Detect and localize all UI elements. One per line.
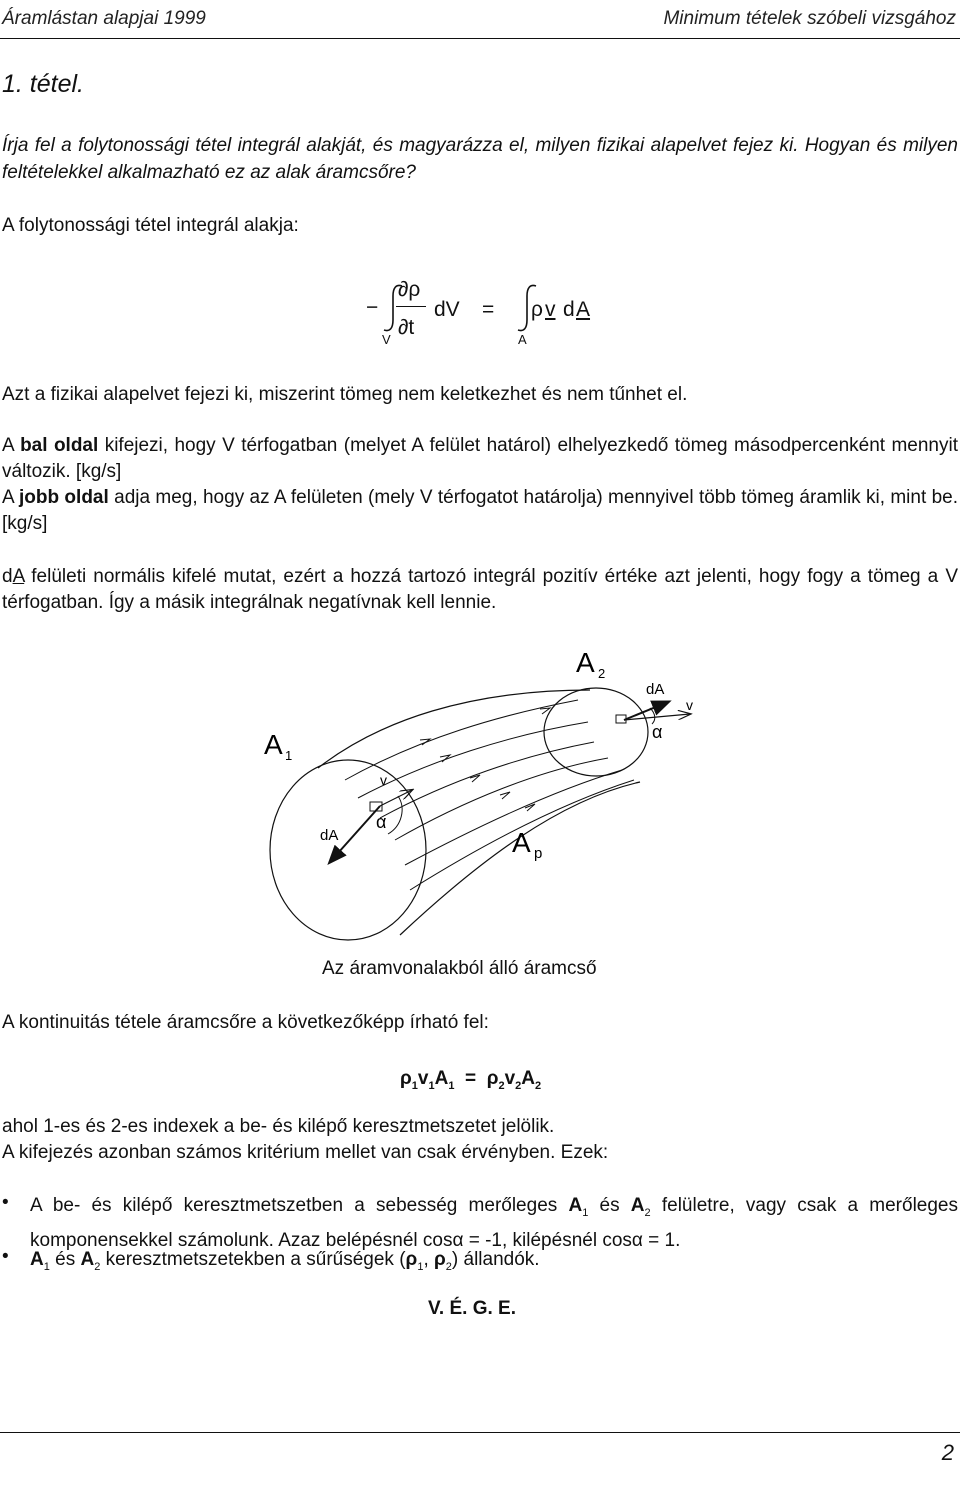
fraction-bar bbox=[396, 306, 426, 307]
b2-text-c: ) állandók. bbox=[451, 1249, 540, 1270]
b1-A1: A bbox=[568, 1195, 583, 1216]
bullet-item-2 bbox=[30, 1246, 958, 1281]
question: Írja fel a folytonossági tétel integrál alakját, és magyarázza el, milyen fizikai alapelvet fejez ki. Hogyan és milyen feltételekkel alkalmazható ez az alak áramcsőre? bbox=[2, 135, 958, 183]
tube-boundary-bottom bbox=[400, 782, 640, 935]
eq-sub-A: A bbox=[518, 332, 527, 347]
right-side-paragraph bbox=[2, 485, 958, 537]
alpha1-arc bbox=[388, 796, 402, 834]
principle-text: Azt a fizikai alapelvet fejezi ki, miszerint tömeg nem keletkezhet és nem tűnhet el. bbox=[2, 384, 688, 405]
eq-d-rho: ∂ρ bbox=[398, 278, 421, 301]
eq-rho: ρ bbox=[531, 298, 543, 321]
indices-text: ahol 1-es és 2-es indexek a be- és kilépő keresztmetszetet jelölik. bbox=[2, 1116, 555, 1137]
label-v2: v bbox=[686, 697, 693, 713]
continuity-equation bbox=[400, 1068, 541, 1092]
ce-sub1a: 1 bbox=[411, 1079, 418, 1092]
eq-dV: dV bbox=[434, 298, 460, 321]
left-side-bold: bal oldal bbox=[20, 435, 99, 456]
b2-text-b: keresztmetszetekben a sűrűségek ( bbox=[100, 1249, 406, 1270]
b1-es: és bbox=[588, 1195, 631, 1216]
ce-v2: v bbox=[504, 1068, 516, 1089]
label-dA2: dA bbox=[646, 681, 665, 698]
label-A2-sub: 2 bbox=[598, 666, 606, 681]
ce-A1: A bbox=[434, 1068, 449, 1089]
header-right: Minimum tételek szóbeli vizsgához bbox=[663, 8, 956, 29]
normal-note-d: d bbox=[2, 566, 13, 587]
stream-tube-diagram bbox=[0, 630, 960, 950]
label-A1-sub: 1 bbox=[285, 748, 293, 763]
b2-rho1: ρ bbox=[405, 1249, 418, 1270]
eq-sub-V: V bbox=[382, 332, 391, 347]
criteria-text: A kifejezés azonban számos kritérium mellet van csak érvényben. Ezek: bbox=[2, 1142, 609, 1163]
outlet-surface-ellipse bbox=[544, 688, 648, 776]
normal-note-A: A bbox=[12, 566, 25, 587]
eq-v: v bbox=[545, 298, 556, 321]
b1-sub1: 1 bbox=[582, 1206, 589, 1219]
end-mark: V. É. G. E. bbox=[428, 1298, 517, 1319]
eq-d: d bbox=[563, 298, 575, 321]
label-Ap: A bbox=[512, 827, 531, 858]
header-rule bbox=[0, 38, 960, 39]
dA2-vector bbox=[624, 702, 668, 720]
bullet-item-1 bbox=[30, 1192, 958, 1254]
normal-note-paragraph bbox=[2, 564, 958, 616]
ce-sub2b: 2 bbox=[515, 1079, 522, 1092]
label-A2: A bbox=[576, 647, 595, 678]
ce-rho1: ρ bbox=[400, 1068, 412, 1089]
b1-A2: A bbox=[630, 1195, 645, 1216]
ce-A2: A bbox=[521, 1068, 536, 1089]
label-alpha1: α bbox=[376, 812, 387, 832]
bullet-marker-1: • bbox=[2, 1192, 9, 1213]
ce-sub2a: 2 bbox=[498, 1079, 505, 1092]
right-side-pre: A bbox=[2, 487, 19, 508]
figure-caption: Az áramvonalakból álló áramcső bbox=[322, 958, 597, 979]
b2-sub1: 1 bbox=[43, 1260, 50, 1273]
b2-text-a: és bbox=[49, 1249, 81, 1270]
normal-note-text: felületi normális kifelé mutat, ezért a hozzá tartozó integrál pozitív értéke azt jelenti, hogy fogy a tömeg a V térfogatban. Így a másik integrálnak negatívnak kell lennie. bbox=[2, 566, 958, 613]
b2-sub2: 2 bbox=[94, 1260, 101, 1273]
eq-minus: − bbox=[366, 296, 379, 319]
streamline bbox=[395, 758, 608, 840]
label-A1: A bbox=[264, 729, 283, 760]
eq-A: A bbox=[576, 298, 591, 321]
bullet-marker-2: • bbox=[2, 1246, 9, 1267]
footer-rule bbox=[0, 1432, 960, 1433]
eq-d-t: ∂t bbox=[398, 316, 415, 339]
ce-sub2c: 2 bbox=[535, 1079, 542, 1092]
b2-A1: A bbox=[30, 1249, 44, 1270]
ce-sub1c: 1 bbox=[448, 1079, 455, 1092]
page-number: 2 bbox=[941, 1440, 954, 1465]
ce-v1: v bbox=[417, 1068, 429, 1089]
intro-text: A folytonossági tétel integrál alakja: bbox=[2, 215, 299, 236]
b2-comma: , bbox=[423, 1249, 434, 1270]
label-dA1: dA bbox=[320, 827, 339, 844]
label-v1: v bbox=[380, 772, 387, 788]
ce-rho2: ρ bbox=[486, 1068, 499, 1089]
eq-equals: = bbox=[482, 298, 495, 321]
ce-sub1b: 1 bbox=[428, 1079, 435, 1092]
b2-A2: A bbox=[80, 1249, 95, 1270]
streamline bbox=[358, 722, 588, 798]
b1-text-a: A be- és kilépő keresztmetszetben a sebesség merőleges bbox=[30, 1195, 569, 1216]
left-side-paragraph bbox=[2, 433, 958, 485]
right-side-text: adja meg, hogy az A felületen (mely V térfogatot határolja) mennyivel több tömeg áramlik ki, mint be. [kg/s] bbox=[2, 487, 959, 534]
b1-sub2: 2 bbox=[644, 1206, 651, 1219]
b2-sub1b: 1 bbox=[417, 1260, 424, 1273]
streamline bbox=[380, 742, 594, 818]
label-alpha2: α bbox=[652, 722, 663, 742]
b2-sub2b: 2 bbox=[445, 1260, 452, 1273]
continuity-intro: A kontinuitás tétele áramcsőre a következőképp írható fel: bbox=[2, 1012, 489, 1033]
left-side-text: kifejezi, hogy V térfogatban (melyet A felület határol) elhelyezkedő tömeg másodpercenként mennyit változik. [kg/s] bbox=[2, 435, 958, 482]
header-left: Áramlástan alapjai 1999 bbox=[2, 8, 206, 29]
b1-text-b: felületre, vagy csak a merőleges komponensekkel számolunk. Azaz belépésnél cosα = -1, kilépésnél cosα = 1. bbox=[30, 1195, 959, 1251]
ce-eq: = bbox=[465, 1068, 477, 1089]
b2-rho2: ρ bbox=[434, 1249, 446, 1270]
left-side-pre: A bbox=[2, 435, 21, 456]
inlet-surface-ellipse bbox=[270, 760, 426, 940]
label-Ap-sub: p bbox=[534, 845, 543, 862]
right-side-bold: jobb oldal bbox=[18, 487, 109, 508]
section-title: 1. tétel. bbox=[2, 70, 84, 98]
